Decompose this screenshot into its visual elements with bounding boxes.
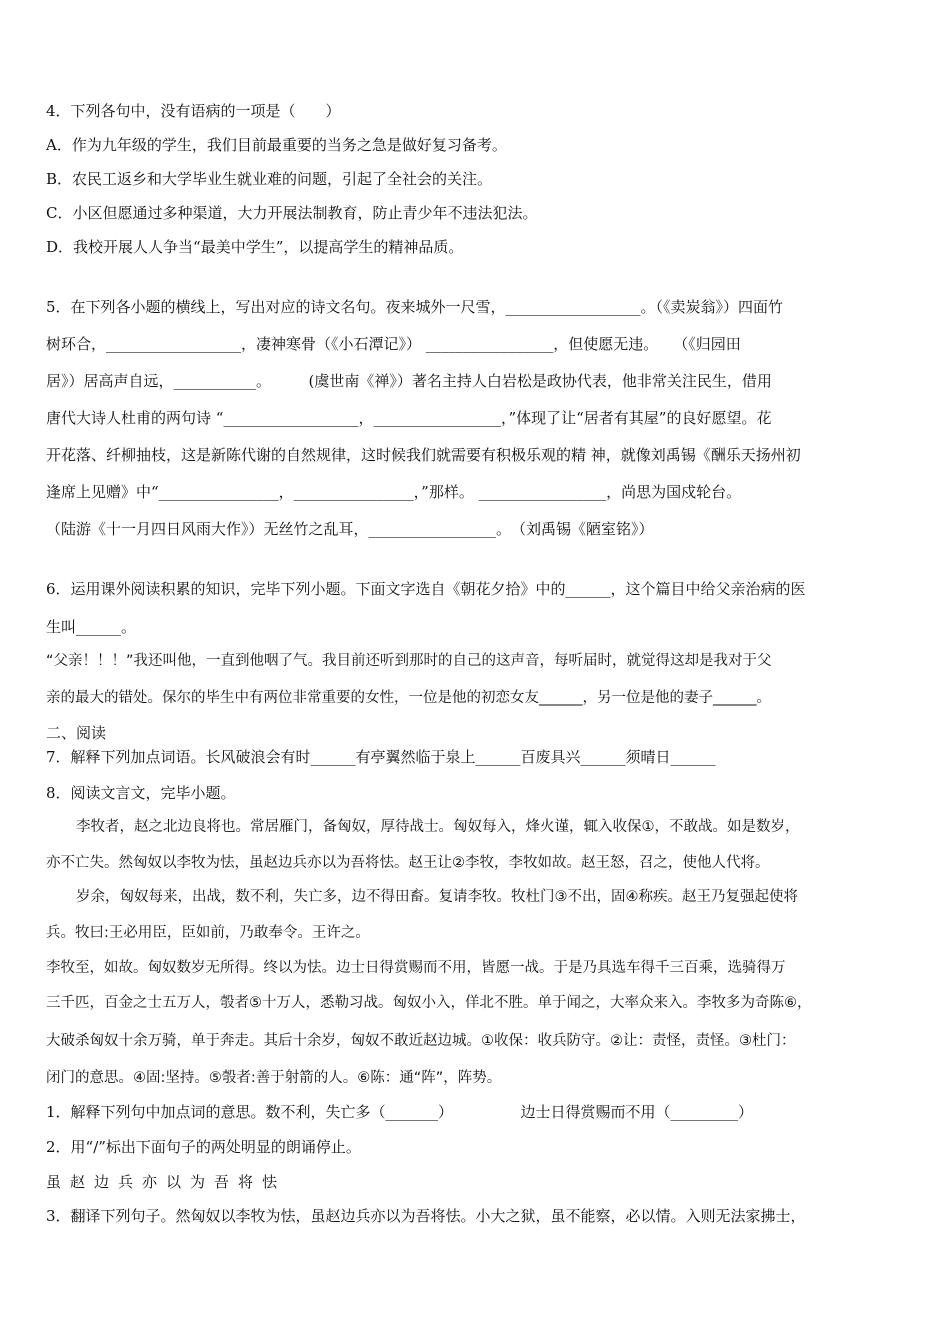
section-heading-reading: 二、阅读 xyxy=(46,724,107,742)
q7-stem: 7．解释下列加点词语。长风破浪会有时______有亭翼然临于泉上______百废具兴______须晴日______ xyxy=(46,748,716,766)
q8-sub1: 1．解释下列句中加点词的意思。数不利，失亡多（_______） 边士日得赏赐而不用（_________） xyxy=(46,1103,754,1121)
q6-passage-1: “父亲！！！”我还叫他，一直到他咽了气。我目前还听到那时的自己的这声音，每听届时，就觉得这却是我对于父 xyxy=(46,653,772,669)
q8-sub2-sentence: 虽赵边兵亦以为吾将怯 xyxy=(46,1173,287,1191)
q8-passage-3: 岁余，匈奴每来，出战，数不利，失亡多，边不得田畜。复请李牧。牧杜门③不出，固④称疾。赵王乃复强起使将 xyxy=(76,889,798,905)
q5-line-7: （陆游《十一月四日风雨大作》）无丝竹之乱耳，_________________。 （刘禹锡《陋室铭》） xyxy=(46,520,654,538)
q5-line-1: 5．在下列各小题的横线上，写出对应的诗文名句。夜来城外一尺雪，__________________。（《卖炭翁》）四面竹 xyxy=(46,298,784,316)
q4-option-d: D．我校开展人人争当“最美中学生”，以提高学生的精神品质。 xyxy=(46,238,464,256)
q8-passage-2: 亦不亡失。然匈奴以李牧为怯，虽赵边兵亦以为吾将怯。赵王让②李牧，李牧如故。赵王怒，召之，使他人代将。 xyxy=(46,855,770,871)
q8-passage-6: 三千匹，百金之士五万人，彀者⑤十万人，悉勒习战。匈奴小入，佯北不胜。单于闻之，大率众来入。李牧多为奇陈⑥， xyxy=(46,995,812,1011)
q8-passage-7: 大破杀匈奴十余万骑，单于奔走。其后十余岁，匈奴不敢近赵边城。①收保：收兵防守。②让：责怪，责怪。③杜门： xyxy=(46,1033,796,1049)
q8-passage-4: 兵。牧曰:王必用臣，臣如前，乃敢奉令。王许之。 xyxy=(46,925,370,941)
q6-line-1: 6．运用课外阅读积累的知识，完毕下列小题。下面文字选自《朝花夕拾》中的______，这个篇目中给父亲治病的医 xyxy=(46,580,806,598)
q5-line-5: 开花落、纤柳抽枝，这是新陈代谢的自然规律，这时候我们就需要有积极乐观的精 神，就像刘禹锡《酬乐天扬州初 xyxy=(46,446,801,464)
q5-line-6: 逢席上见赠》中“________________，________________，”那样。 _________________，尚思为国戍轮台。 xyxy=(46,483,742,501)
q8-sub2: 2．用“/”标出下面句子的两处明显的朗诵停止。 xyxy=(46,1138,361,1156)
q8-passage-1: 李牧者，赵之北边良将也。常居雁门，备匈奴，厚待战士。匈奴每入，烽火谨，辄入收保①，不敢战。如是数岁， xyxy=(76,819,800,835)
q4-option-a: A．作为九年级的学生，我们目前最重要的当务之急是做好复习备考。 xyxy=(46,136,507,154)
q5-line-4: 唐代大诗人杜甫的两句诗 “__________________，_________________，”体现了让“居者有其屋”的良好愿望。花 xyxy=(46,409,772,427)
q4-option-c: C．小区但愿通过多种渠道，大力开展法制教育，防止青少年不违法犯法。 xyxy=(46,204,538,222)
q8-passage-5: 李牧至，如故。匈奴数岁无所得。终以为怯。边士日得赏赐而不用，皆愿一战。于是乃具选车得千三百乘，选骑得万 xyxy=(46,960,786,976)
q8-passage-8: 闭门的意思。④固:坚持。⑤彀者:善于射箭的人。⑥陈：通“阵”，阵势。 xyxy=(46,1070,502,1086)
q4-option-b: B．农民工返乡和大学毕业生就业难的问题，引起了全社会的关注。 xyxy=(46,170,493,188)
q8-sub3: 3．翻译下列句子。然匈奴以李牧为怯，虽赵边兵亦以为吾将怯。小大之狱，虽不能察，必以情。入则无法家拂士， xyxy=(46,1207,806,1225)
q8-stem: 8．阅读文言文，完毕小题。 xyxy=(46,784,236,802)
q5-line-3: 居》）居高声自远，___________。 (虞世南《禅》）著名主持人白岩松是政协代表，他非常关注民生，借用 xyxy=(46,372,772,390)
q5-line-2: 树环合，__________________，凄神寒骨（《小石潭记》） _________________，但使愿无违。 （《归园田 xyxy=(46,335,741,353)
q6-passage-2: 亲的最大的错处。保尔的毕生中有两位非常重要的女性，一位是他的初恋女友______，另一位是他的妻子______。 xyxy=(46,690,771,706)
q6-line-2: 生叫______。 xyxy=(46,618,137,636)
q4-stem: 4．下列各句中，没有语病的一项是（ ） xyxy=(46,102,341,120)
